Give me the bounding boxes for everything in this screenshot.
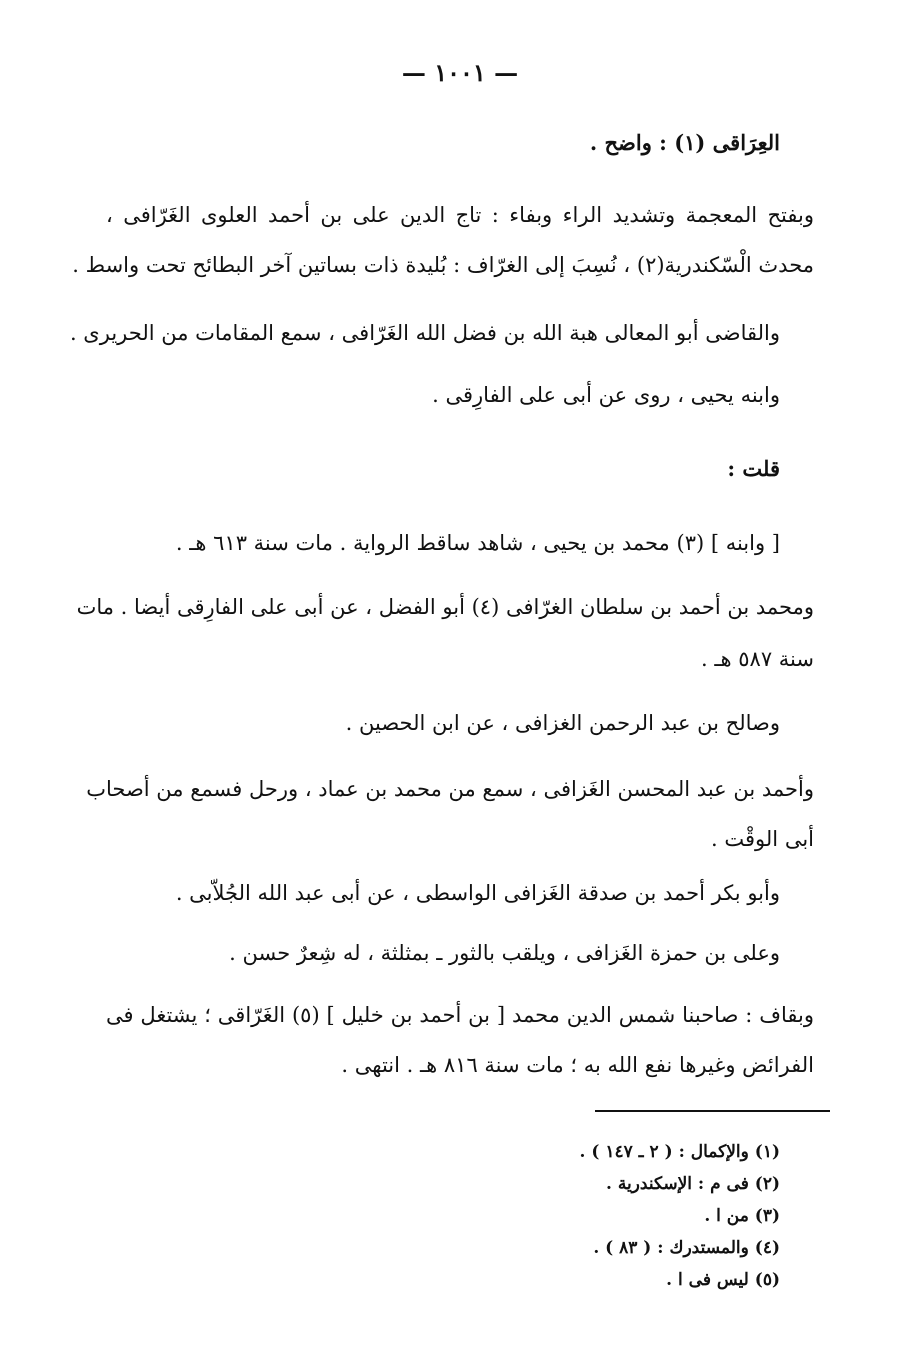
footnote: (٤) والمستدرك : ( ٨٣ ) . [593, 1238, 780, 1258]
text-line: وعلى بن حمزة الغَزافى ، ويلقب بالثور ـ بمثلثة ، له شِعرٌ حسن . [229, 941, 780, 965]
footnote-divider [595, 1110, 830, 1112]
section-heading: قلت : [727, 456, 780, 481]
text-line: وصالح بن عبد الرحمن الغزافى ، عن ابن الحصين . [345, 711, 780, 735]
footnote: (١) والإكمال : ( ٢ ـ ١٤٧ ) . [579, 1142, 780, 1162]
text-line: والقاضى أبو المعالى هبة الله بن فضل الله الغَرّافى ، سمع المقامات من الحريرى . [69, 321, 780, 345]
footnote: (٣) من ا . [704, 1206, 780, 1226]
text-line: وبقاف : صاحبنا شمس الدين محمد [ بن أحمد بن خليل ] (٥) الغَرّاقى ؛ يشتغل فى [106, 1003, 814, 1027]
text-line: ومحمد بن أحمد بن سلطان الغرّافى (٤) أبو الفضل ، عن أبى على الفارِقى أيضا . مات [76, 595, 814, 619]
text-line: وأبو بكر أحمد بن صدقة الغَزافى الواسطى ، عن أبى عبد الله الجُلاّبى . [175, 881, 780, 905]
footnote: (٢) فى م : الإسكندرية . [606, 1174, 780, 1194]
text-line: وأحمد بن عبد المحسن الغَزافى ، سمع من محمد بن عماد ، ورحل فسمع من أصحاب [86, 777, 814, 801]
text-line: أبى الوقْت . [711, 827, 814, 851]
text-line: الفرائض وغيرها نفع الله به ؛ مات سنة ٨١٦ هـ . انتهى . [341, 1053, 814, 1077]
text-line: محدث الْسّكندرية(٢) ، نُسِبَ إلى الغرّاف : بُليدة ذات بساتين آخر البطائح تحت واسط . [72, 253, 814, 277]
text-line: وابنه يحيى ، روى عن أبى على الفارِقى . [432, 383, 780, 407]
text-line: وبفتح المعجمة وتشديد الراء وبفاء : تاج الدين على بن أحمد العلوى الغَرّافى ، [106, 203, 814, 227]
text-line: [ وابنه ] (٣) محمد بن يحيى ، شاهد ساقط الرواية . مات سنة ٦١٣ هـ . [175, 531, 780, 555]
page-number: — ١٠٠١ — [401, 58, 519, 87]
entry-heading: العِرَاقى (١) : واضح . [589, 130, 780, 155]
text-line: سنة ٥٨٧ هـ . [701, 647, 814, 671]
footnote: (٥) ليس فى ا . [666, 1270, 780, 1290]
